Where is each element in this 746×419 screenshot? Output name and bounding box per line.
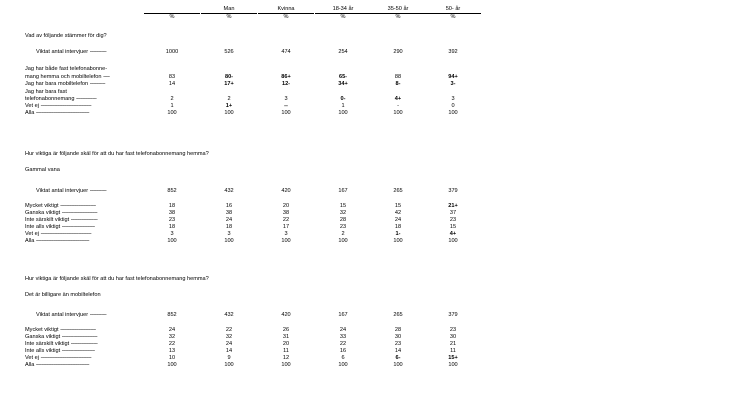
cell-value: 100 bbox=[167, 110, 177, 116]
column-header-label: 18-34 år bbox=[332, 6, 354, 12]
cell-value: 15+ bbox=[448, 355, 458, 361]
cell-value: 24 bbox=[394, 217, 402, 223]
column-header-label: Kvinna bbox=[277, 6, 295, 12]
row-label bbox=[25, 231, 91, 237]
leader-dots: ------------- bbox=[89, 188, 107, 194]
leader-dots: ------------------------------------------ bbox=[35, 362, 89, 368]
row-label bbox=[25, 81, 105, 87]
row-label-text: mang hemma och mobiltelefon bbox=[25, 73, 102, 80]
cell-value: 100 bbox=[393, 362, 403, 368]
column-header-label: 50- år bbox=[445, 6, 461, 12]
cell-value: 432 bbox=[224, 312, 234, 318]
row-label-text: Viktat antal intervjuer bbox=[36, 188, 89, 194]
cell-value: 100 bbox=[338, 238, 348, 244]
cell-value: 26 bbox=[282, 327, 290, 333]
cell-value: 1+ bbox=[225, 103, 233, 109]
leader-dots: ---------------------------------------- bbox=[40, 355, 92, 361]
cell-value: 30 bbox=[394, 334, 402, 340]
row-label-text: Ganska viktigt bbox=[25, 334, 61, 340]
cell-value: 16 bbox=[225, 203, 233, 209]
leader-dots: ----- bbox=[103, 73, 110, 80]
cell-value: 38 bbox=[225, 210, 233, 216]
row-label bbox=[25, 203, 96, 209]
column-unit-label: % bbox=[340, 14, 346, 20]
cell-value: 24 bbox=[225, 341, 233, 347]
cell-value: 20 bbox=[282, 203, 290, 209]
cell-value: 2 bbox=[170, 96, 174, 102]
column-unit-label: % bbox=[450, 14, 456, 20]
cell-value: 6 bbox=[341, 355, 345, 361]
column-header bbox=[144, 5, 200, 21]
column-header bbox=[315, 5, 371, 21]
cell-value: 10 bbox=[168, 355, 176, 361]
row-label bbox=[25, 348, 95, 354]
column-header bbox=[201, 5, 257, 21]
leader-dots: ------------- bbox=[89, 312, 107, 318]
row-label bbox=[25, 96, 96, 102]
cell-value: 21 bbox=[449, 341, 457, 347]
row-label bbox=[25, 89, 67, 95]
cell-value: 38 bbox=[282, 210, 290, 216]
cell-value: 100 bbox=[167, 362, 177, 368]
row-label bbox=[25, 341, 97, 347]
cell-value: 24 bbox=[225, 217, 233, 223]
row-label-text: Viktat antal intervjuer bbox=[36, 49, 89, 55]
cell-value: 12- bbox=[281, 81, 291, 87]
leader-dots: -------------------------- bbox=[61, 348, 95, 354]
row-label-text: Alla bbox=[25, 238, 35, 244]
cell-value: 3- bbox=[450, 81, 456, 87]
row-label bbox=[25, 334, 97, 340]
cell-value: 290 bbox=[393, 49, 403, 55]
cell-value: 100 bbox=[448, 110, 458, 116]
question-subtitle: Det är billigare än mobiltelefon bbox=[25, 292, 101, 298]
question-text: Hur viktiga är följande skäl för att du har fast telefonabonnemang hemma? bbox=[25, 276, 209, 282]
cell-value: 22 bbox=[282, 217, 290, 223]
row-label-text: Inte särskilt viktigt bbox=[25, 341, 70, 347]
cell-value: 15 bbox=[339, 203, 347, 209]
cell-value: 34+ bbox=[338, 81, 348, 87]
cell-value: 80- bbox=[224, 73, 234, 80]
question-subtitle: Gammal vana bbox=[25, 167, 60, 173]
row-label-text: Jag har både fast telefonabonne- bbox=[25, 66, 108, 72]
cell-value: 3 bbox=[227, 231, 231, 237]
cell-value: 8- bbox=[395, 81, 401, 87]
cell-value: 100 bbox=[393, 238, 403, 244]
cell-value: 4+ bbox=[449, 231, 457, 237]
cell-value: 23 bbox=[394, 341, 402, 347]
cell-value: 3 bbox=[284, 96, 288, 102]
row-label-text: Jag har bara fast bbox=[25, 89, 67, 95]
cell-value: 20 bbox=[282, 341, 290, 347]
cell-value: 15 bbox=[449, 224, 457, 230]
cell-value: 17 bbox=[282, 224, 290, 230]
cell-value: 42 bbox=[394, 210, 402, 216]
cell-value: 265 bbox=[393, 312, 403, 318]
cell-value: 32 bbox=[339, 210, 347, 216]
cell-value: 22 bbox=[225, 327, 233, 333]
cell-value: 852 bbox=[167, 188, 177, 194]
cell-value: 33 bbox=[339, 334, 347, 340]
column-header bbox=[370, 5, 426, 21]
cell-value: 18 bbox=[225, 224, 233, 230]
cell-value: 420 bbox=[281, 312, 291, 318]
column-header-label: 35-50 år bbox=[387, 6, 409, 12]
row-label bbox=[25, 110, 89, 116]
cell-value: 28 bbox=[339, 217, 347, 223]
cell-value: 167 bbox=[338, 188, 348, 194]
leader-dots: ---------------------------- bbox=[60, 203, 96, 209]
cell-value: 18 bbox=[168, 224, 176, 230]
row-label bbox=[36, 312, 106, 318]
leader-dots: ---------------------------- bbox=[61, 334, 98, 340]
row-label-text: Ganska viktigt bbox=[25, 210, 61, 216]
row-label-text: telefonabonnemang bbox=[25, 96, 75, 102]
cell-value: 100 bbox=[281, 238, 291, 244]
cell-value: 21+ bbox=[448, 203, 458, 209]
cell-value: 23 bbox=[449, 217, 457, 223]
cell-value: 23 bbox=[449, 327, 457, 333]
row-label-text: Alla bbox=[25, 110, 35, 116]
cell-value: 100 bbox=[448, 362, 458, 368]
leader-dots: -------------------------- bbox=[61, 224, 95, 230]
column-header bbox=[258, 5, 314, 21]
cell-value: 0- bbox=[340, 96, 346, 102]
cell-value: 265 bbox=[393, 188, 403, 194]
cell-value: 100 bbox=[224, 362, 234, 368]
leader-dots: ------------------------------------------ bbox=[35, 110, 89, 116]
leader-dots: ---------------------------------------- bbox=[40, 103, 92, 109]
column-unit-label: % bbox=[169, 14, 175, 20]
cell-value: 379 bbox=[448, 188, 458, 194]
cell-value: 100 bbox=[448, 238, 458, 244]
cell-value: 9 bbox=[227, 355, 231, 361]
leader-dots: --------------------- bbox=[70, 217, 98, 223]
cell-value: 852 bbox=[167, 312, 177, 318]
cell-value: -- bbox=[284, 103, 288, 109]
cell-value: 23 bbox=[339, 224, 347, 230]
row-label-text: Vet ej bbox=[25, 355, 39, 361]
cell-value: 12 bbox=[282, 355, 290, 361]
cell-value: 32 bbox=[225, 334, 233, 340]
cell-value: 11 bbox=[450, 348, 456, 354]
column-unit-label: % bbox=[226, 14, 232, 20]
cell-value: 526 bbox=[224, 49, 234, 55]
leader-dots: ------------------------------------------ bbox=[35, 238, 89, 244]
cell-value: 100 bbox=[281, 362, 291, 368]
row-label-text: Mycket viktigt bbox=[25, 203, 59, 209]
row-label bbox=[25, 210, 97, 216]
column-unit-label: % bbox=[395, 14, 401, 20]
cell-value: 4+ bbox=[394, 96, 402, 102]
column-header bbox=[425, 5, 481, 21]
cell-value: 392 bbox=[448, 49, 458, 55]
cell-value: 1- bbox=[395, 231, 401, 237]
cell-value: 3 bbox=[284, 231, 288, 237]
cell-value: 94+ bbox=[448, 73, 458, 80]
cell-value: 100 bbox=[167, 238, 177, 244]
cell-value: 30 bbox=[449, 334, 457, 340]
cell-value: 16 bbox=[339, 348, 347, 354]
cell-value: 3 bbox=[451, 96, 455, 102]
row-label bbox=[25, 327, 96, 333]
cell-value: 100 bbox=[338, 362, 348, 368]
cell-value: - bbox=[397, 103, 399, 109]
leader-dots: ---------------------------------------- bbox=[40, 231, 92, 237]
cell-value: 22 bbox=[339, 341, 347, 347]
cell-value: 31 bbox=[282, 334, 290, 340]
row-label-text: Inte särskilt viktigt bbox=[25, 217, 70, 223]
leader-dots: ------------ bbox=[89, 81, 105, 87]
leader-dots: ------------- bbox=[89, 49, 107, 55]
cell-value: 24 bbox=[339, 327, 347, 333]
cell-value: 18 bbox=[394, 224, 402, 230]
question-text: Vad av följande stämmer för dig? bbox=[25, 33, 107, 39]
leader-dots: ---------------------------- bbox=[60, 327, 96, 333]
cell-value: 14 bbox=[394, 348, 402, 354]
row-label-text: Inte alls viktigt bbox=[25, 348, 61, 354]
cell-value: 6- bbox=[395, 355, 401, 361]
cell-value: 1000 bbox=[165, 49, 179, 55]
cell-value: 100 bbox=[224, 110, 234, 116]
row-label bbox=[25, 355, 91, 361]
cell-value: 28 bbox=[394, 327, 402, 333]
cell-value: 83 bbox=[168, 73, 176, 80]
cell-value: 18 bbox=[168, 203, 176, 209]
cell-value: 14 bbox=[168, 81, 176, 87]
cell-value: 254 bbox=[338, 49, 348, 55]
cell-value: 167 bbox=[338, 312, 348, 318]
row-label-text: Viktat antal intervjuer bbox=[36, 312, 89, 318]
cell-value: 86+ bbox=[281, 73, 291, 80]
cell-value: 420 bbox=[281, 188, 291, 194]
cell-value: 100 bbox=[281, 110, 291, 116]
row-label bbox=[36, 188, 106, 194]
cell-value: 2 bbox=[341, 231, 345, 237]
leader-dots: ---------------- bbox=[76, 96, 97, 102]
row-label bbox=[25, 238, 89, 244]
row-label bbox=[25, 74, 109, 80]
row-label-text: Mycket viktigt bbox=[25, 327, 59, 333]
cell-value: 14 bbox=[225, 348, 233, 354]
cell-value: 100 bbox=[224, 238, 234, 244]
cell-value: 13 bbox=[168, 348, 176, 354]
cell-value: 17+ bbox=[224, 81, 234, 87]
row-label bbox=[36, 49, 106, 55]
cell-value: 2 bbox=[227, 96, 231, 102]
row-label bbox=[25, 66, 107, 72]
cell-value: 23 bbox=[168, 217, 176, 223]
cell-value: 432 bbox=[224, 188, 234, 194]
cell-value: 474 bbox=[281, 49, 291, 55]
cell-value: 37 bbox=[449, 210, 457, 216]
column-header-label bbox=[144, 5, 200, 13]
leader-dots: ---------------------------- bbox=[61, 210, 98, 216]
row-label-text: Inte alls viktigt bbox=[25, 224, 61, 230]
cell-value: 65- bbox=[338, 73, 348, 80]
column-unit-label: % bbox=[283, 14, 289, 20]
leader-dots: --------------------- bbox=[70, 341, 98, 347]
column-header-label: Man bbox=[223, 6, 235, 12]
cell-value: 32 bbox=[168, 334, 176, 340]
cell-value: 0 bbox=[451, 103, 455, 109]
cell-value: 15 bbox=[394, 203, 402, 209]
cell-value: 38 bbox=[168, 210, 176, 216]
cell-value: 22 bbox=[168, 341, 176, 347]
cell-value: 1 bbox=[341, 103, 345, 109]
row-label-text: Vet ej bbox=[25, 231, 39, 237]
cell-value: 3 bbox=[170, 231, 174, 237]
row-label-text: Alla bbox=[25, 362, 35, 368]
cell-value: 379 bbox=[448, 312, 458, 318]
cell-value: 88 bbox=[394, 73, 402, 80]
row-label-text: Vet ej bbox=[25, 103, 39, 109]
cell-value: 11 bbox=[283, 348, 289, 354]
row-label bbox=[25, 224, 95, 230]
row-label bbox=[25, 103, 91, 109]
cell-value: 100 bbox=[338, 110, 348, 116]
cell-value: 24 bbox=[168, 327, 176, 333]
row-label-text: Jag har bara mobiltelefon bbox=[25, 81, 89, 87]
cell-value: 100 bbox=[393, 110, 403, 116]
cell-value: 1 bbox=[170, 103, 174, 109]
row-label bbox=[25, 217, 97, 223]
question-text: Hur viktiga är följande skäl för att du har fast telefonabonnemang hemma? bbox=[25, 151, 209, 157]
row-label bbox=[25, 362, 89, 368]
